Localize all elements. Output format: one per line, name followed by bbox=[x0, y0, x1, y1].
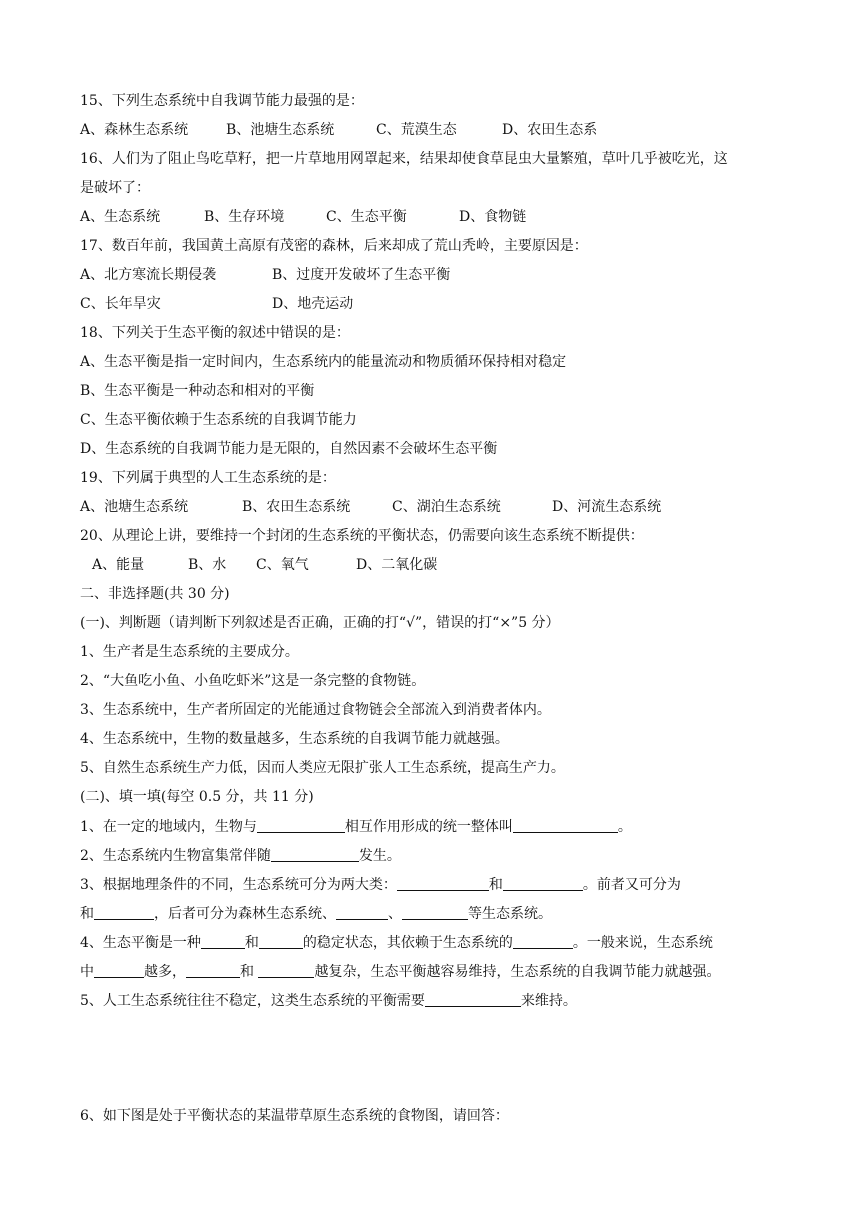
q15-option-c: C、荒漠生态 bbox=[376, 122, 457, 138]
q20-option-b: B、水 bbox=[188, 557, 227, 573]
fill-text: 。前者又可分为 bbox=[582, 877, 681, 893]
fill-item-5 bbox=[80, 990, 577, 1011]
answer-blank[interactable] bbox=[513, 932, 573, 949]
fill-text: 和 bbox=[80, 906, 94, 922]
q18-option-d: D、生态系统的自我调节能力是无限的，自然因素不会破坏生态平衡 bbox=[80, 441, 498, 457]
q18-option-a: A、生态平衡是指一定时间内，生态系统内的能量流动和物质循环保持相对稳定 bbox=[80, 354, 567, 370]
q19-option-a: A、池塘生态系统 bbox=[80, 499, 189, 515]
q19-option-b: B、农田生态系统 bbox=[242, 499, 351, 515]
judge-item: 3、生态系统中，生产者所固定的光能通过食物链会全部流入到消费者体内。 bbox=[80, 702, 551, 718]
fill-text: 5、人工生态系统往往不稳定，这类生态系统的平衡需要 bbox=[80, 993, 425, 1009]
fill-text: 的稳定状态，其依赖于生态系统的 bbox=[302, 935, 513, 951]
answer-blank[interactable] bbox=[402, 903, 468, 920]
q6-stem: 6、如下图是处于平衡状态的某温带草原生态系统的食物图，请回答： bbox=[80, 1108, 509, 1124]
fill-text: 相互作用形成的统一整体叫 bbox=[344, 819, 513, 835]
q15-stem: 15、下列生态系统中自我调节能力最强的是： bbox=[80, 93, 364, 109]
answer-blank[interactable] bbox=[271, 845, 359, 862]
judge-item: 5、自然生态系统生产力低，因而人类应无限扩张人工生态系统，提高生产力。 bbox=[80, 760, 565, 776]
fill-text: 等生态系统。 bbox=[468, 906, 552, 922]
q20-option-c: C、氧气 bbox=[256, 557, 309, 573]
fill-text: 4、生态平衡是一种 bbox=[80, 935, 201, 951]
q20-option-a: A、能量 bbox=[92, 557, 145, 573]
q17-option-d: D、地壳运动 bbox=[272, 296, 354, 312]
q15-option-b: B、池塘生态系统 bbox=[226, 122, 335, 138]
fill-text: 。 bbox=[617, 819, 632, 835]
fill-section-title: (二)、填一填(每空 0.5 分，共 11 分) bbox=[80, 789, 314, 805]
answer-blank[interactable] bbox=[201, 932, 245, 949]
q18-stem: 18、下列关于生态平衡的叙述中错误的是： bbox=[80, 325, 350, 341]
fill-text: 中 bbox=[80, 964, 94, 980]
q20-option-d: D、二氧化碳 bbox=[356, 557, 438, 573]
judge-section-title: (一)、判断题（请判断下列叙述是否正确，正确的打“√”，错误的打“×”5 分） bbox=[80, 615, 560, 631]
fill-item-4-line2 bbox=[80, 961, 720, 982]
q16-stem-line1: 16、人们为了阻止鸟吃草籽，把一片草地用网罩起来，结果却使食草昆虫大量繁殖，草叶几乎被吃光，这 bbox=[80, 151, 728, 167]
answer-blank[interactable] bbox=[186, 961, 240, 978]
fill-text: 、 bbox=[388, 906, 402, 922]
answer-blank[interactable] bbox=[94, 961, 144, 978]
answer-blank[interactable] bbox=[257, 816, 345, 833]
fill-text: 发生。 bbox=[358, 848, 401, 864]
fill-text: 来维持。 bbox=[520, 993, 577, 1009]
q18-option-c: C、生态平衡依赖于生态系统的自我调节能力 bbox=[80, 412, 357, 428]
q17-option-c: C、长年旱灾 bbox=[80, 296, 161, 312]
q16-option-a: A、生态系统 bbox=[80, 209, 161, 225]
answer-blank[interactable] bbox=[397, 874, 489, 891]
q19-option-c: C、湖泊生态系统 bbox=[392, 499, 501, 515]
fill-text: 2、生态系统内生物富集常伴随 bbox=[80, 848, 271, 864]
q16-stem-line2: 是破坏了： bbox=[80, 180, 150, 196]
q18-option-b: B、生态平衡是一种动态和相对的平衡 bbox=[80, 383, 315, 399]
q19-stem: 19、下列属于典型的人工生态系统的是： bbox=[80, 470, 336, 486]
fill-text: 和 bbox=[488, 877, 503, 893]
judge-item: 1、生产者是生态系统的主要成分。 bbox=[80, 644, 299, 660]
fill-item-2 bbox=[80, 845, 401, 866]
q17-option-b: B、过度开发破坏了生态平衡 bbox=[272, 267, 451, 283]
q16-option-c: C、生态平衡 bbox=[326, 209, 407, 225]
fill-text: 越复杂，生态平衡越容易维持，生态系统的自我调节能力就越强。 bbox=[314, 964, 721, 980]
q19-option-d: D、河流生态系统 bbox=[552, 499, 662, 515]
fill-text: 。一般来说，生态系统 bbox=[572, 935, 713, 951]
fill-text: 越多， bbox=[144, 964, 186, 980]
q20-stem: 20、从理论上讲，要维持一个封闭的生态系统的平衡状态，仍需要向该生态系统不断提供： bbox=[80, 528, 644, 544]
fill-item-4-line1 bbox=[80, 932, 713, 953]
part2-title: 二、非选择题(共 30 分) bbox=[80, 586, 230, 602]
fill-text: 和 bbox=[240, 964, 259, 980]
fill-item-3-line1 bbox=[80, 874, 681, 895]
q15-option-a: A、森林生态系统 bbox=[80, 122, 189, 138]
answer-blank[interactable] bbox=[259, 932, 303, 949]
q16-option-d: D、食物链 bbox=[459, 209, 527, 225]
q16-option-b: B、生存环境 bbox=[204, 209, 285, 225]
fill-text: 1、在一定的地域内，生物与 bbox=[80, 819, 257, 835]
fill-text: 3、根据地理条件的不同，生态系统可分为两大类： bbox=[80, 877, 397, 893]
answer-blank[interactable] bbox=[425, 990, 521, 1007]
judge-item: 2、“大鱼吃小鱼、小鱼吃虾米”这是一条完整的食物链。 bbox=[80, 673, 426, 689]
answer-blank[interactable] bbox=[258, 961, 314, 978]
fill-item-3-line2 bbox=[80, 903, 552, 924]
fill-text: ，后者可分为森林生态系统、 bbox=[154, 906, 336, 922]
answer-blank[interactable] bbox=[94, 903, 154, 920]
fill-text: 和 bbox=[244, 935, 259, 951]
q17-option-a: A、北方寒流长期侵袭 bbox=[80, 267, 217, 283]
q17-stem: 17、数百年前，我国黄土高原有茂密的森林，后来却成了荒山秃岭，主要原因是： bbox=[80, 238, 588, 254]
fill-item-1 bbox=[80, 816, 632, 837]
judge-item: 4、生态系统中，生物的数量越多，生态系统的自我调节能力就越强。 bbox=[80, 731, 509, 747]
answer-blank[interactable] bbox=[513, 816, 618, 833]
answer-blank[interactable] bbox=[503, 874, 583, 891]
answer-blank[interactable] bbox=[336, 903, 388, 920]
q15-option-d: D、农田生态系 bbox=[502, 122, 598, 138]
